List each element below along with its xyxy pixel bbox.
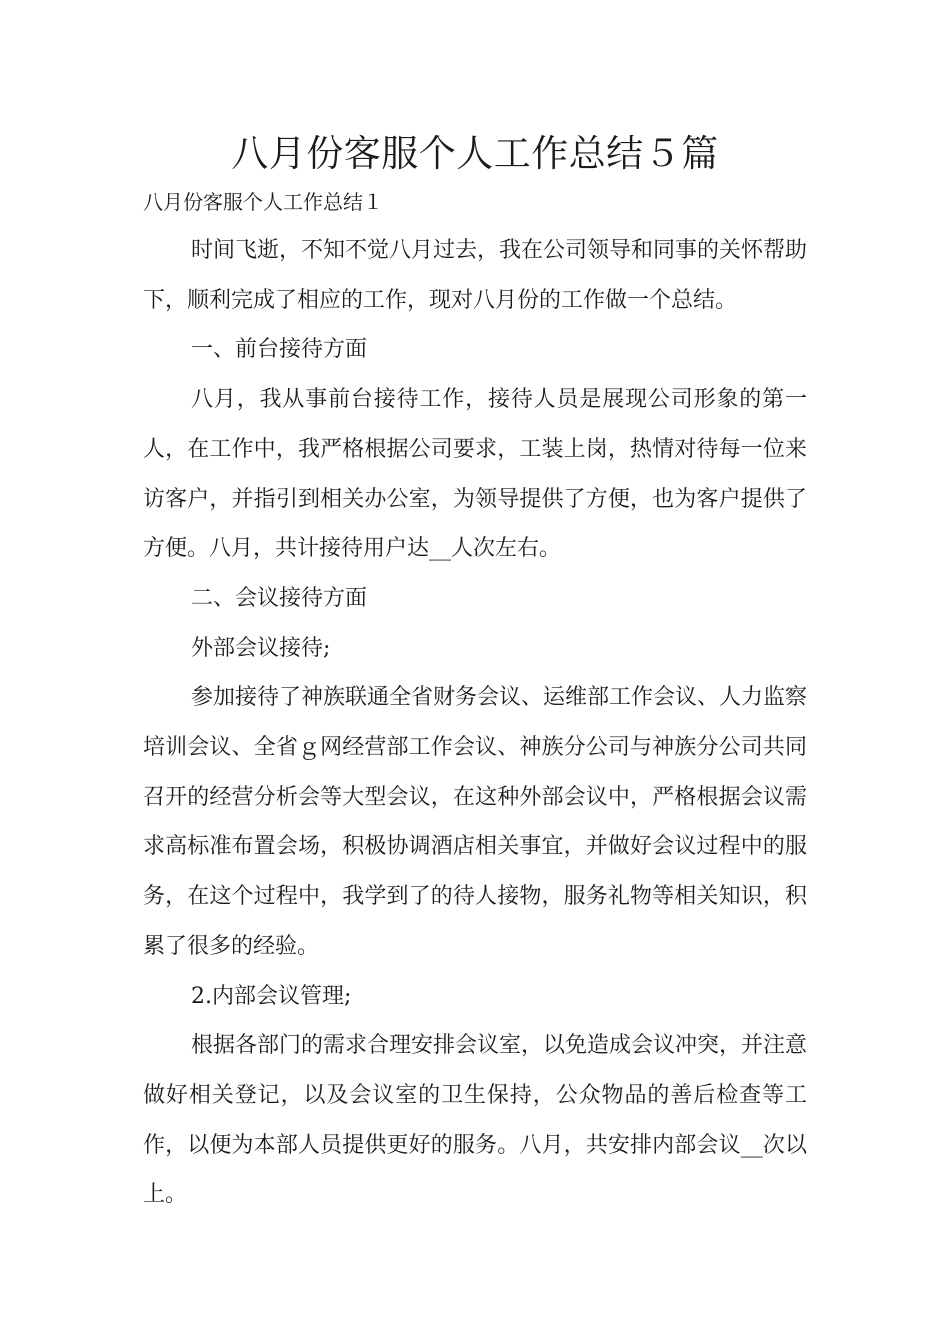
paragraph-internal-meetings: 根据各部门的需求合理安排会议室，以免造成会议冲突，并注意做好相关登记，以及会议室的卫生保持，公众物品的善后检查等工作，以便为本部人员提供更好的服务。八月，共安排内部会议__次以上。 — [143, 1033, 808, 1208]
subheading-internal-meetings: 2.内部会议管理; — [191, 983, 352, 1009]
paragraph-reception: 八月，我从事前台接待工作，接待人员是展现公司形象的第一人，在工作中，我严格根据公司要求，工装上岗，热情对待每一位来访客户，并指引到相关办公室，为领导提供了方便，也为客户提供了方便。八月，共计接待用户达__人次左右。 — [143, 387, 807, 562]
document-subtitle: 八月份客服个人工作总结１ — [143, 190, 383, 214]
document-title: 八月份客服个人工作总结５篇 — [231, 132, 719, 175]
section-heading-reception: 一、前台接待方面 — [191, 337, 368, 363]
section-heading-meetings: 二、会议接待方面 — [191, 585, 368, 611]
subheading-external-meetings: 外部会议接待; — [191, 635, 331, 661]
paragraph-external-meetings: 参加接待了神族联通全省财务会议、运维部工作会议、人力监察培训会议、全省ｇ网经营部工作会议、神族分公司与神族分公司共同召开的经营分析会等大型会议，在这种外部会议中，严格根据会议需求高标准布置会场，积极协调酒店相关事宜，并做好会议过程中的服务，在这个过程中，我学到了的待人接物，服务礼物等相关知识，积累了很多的经验。 — [143, 685, 808, 959]
document-body — [143, 226, 807, 1220]
paragraph-intro: 时间飞逝，不知不觉八月过去，我在公司领导和同事的关怀帮助下，顺利完成了相应的工作，现对八月份的工作做一个总结。 — [143, 238, 808, 313]
